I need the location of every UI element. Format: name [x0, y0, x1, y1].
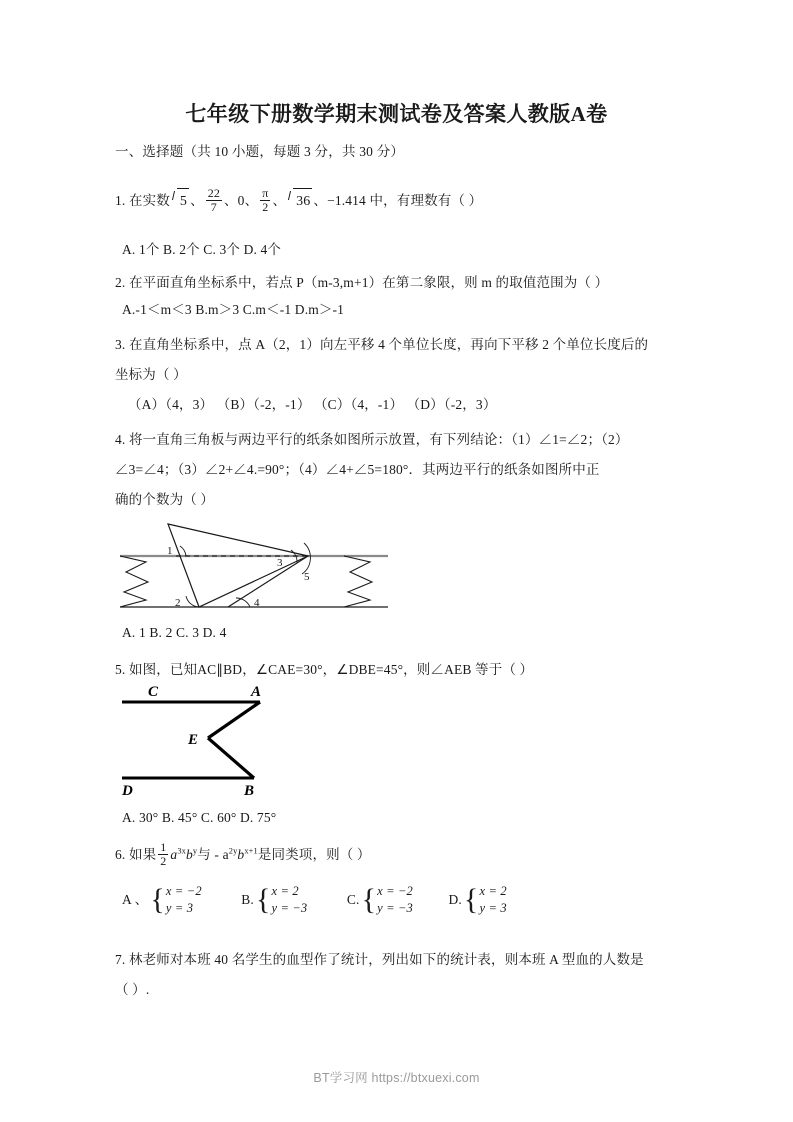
question-6-stem: [115, 840, 685, 870]
system-a-x: x = −2: [165, 884, 202, 898]
system-d-x: x = 2: [479, 884, 507, 898]
question-6-suffix: 是同类项，则（ ）: [257, 847, 371, 862]
question-6-option-c[interactable]: [347, 884, 415, 918]
term-c-exponent: 2y: [228, 846, 238, 856]
system-c-y: y = −3: [377, 901, 413, 915]
figure-label-b: B: [244, 783, 255, 799]
system-c-x: x = −2: [377, 884, 413, 898]
term-d-exponent: x+1: [244, 846, 258, 856]
segment-ae: [208, 702, 260, 738]
sqrt-36: 36: [287, 187, 312, 217]
question-1-suffix: 中，有理数有（ ）: [369, 193, 483, 208]
term-b-exponent: y: [192, 846, 198, 856]
question-6-mid: 与 - a: [197, 847, 229, 862]
system-a: { x = −2 y = 3: [150, 883, 202, 917]
question-3-options[interactable]: （A）（4，3） （B）（-2，-1） （C）（4，-1） （D）（-2，3）: [128, 397, 497, 412]
transversal-ray: [228, 556, 308, 607]
fraction-1-2: $\frac{1}{2}$: [160, 840, 167, 869]
figure-label-4: 4: [254, 597, 260, 609]
question-6-option-d[interactable]: [448, 884, 508, 918]
question-6-prefix: 6. 如果: [115, 847, 157, 862]
question-7-stem-line2: （ ）.: [115, 982, 150, 997]
figure-label-d: D: [122, 783, 133, 799]
question-5-stem: 5. 如图，已知AC∥BD，∠CAE=30°，∠DBE=45°，则∠AEB 等于（ ）: [115, 662, 534, 677]
question-6-option-b-label: B.: [241, 892, 254, 908]
question-4-figure: [118, 514, 388, 619]
question-7-stem-line1: 7. 林老师对本班 40 名学生的血型作了统计，列出如下的统计表，则本班 A 型血的人数是: [115, 952, 644, 967]
question-6-options[interactable]: [122, 884, 509, 918]
question-6-option-a[interactable]: [122, 884, 204, 918]
page-title: 七年级下册数学期末测试卷及答案人教版A卷: [185, 102, 608, 126]
question-4-stem-line2: ∠3=∠4；（3）∠2+∠4.=90°；（4）∠4+∠5=180°．其两边平行的纸条如图所中正: [115, 462, 600, 477]
figure-label-1: 1: [167, 545, 173, 557]
segment-eb: [208, 738, 254, 778]
page-footer: BT学习网 https://btxuexi.com: [313, 1071, 480, 1085]
fraction-pi-2: $\frac{\pi}{2}$: [262, 186, 269, 215]
question-4-figure-svg: [118, 514, 388, 619]
figure-label-5: 5: [304, 571, 310, 583]
question-2-options[interactable]: A.-1＜m＜3 B.m＞3 C.m＜-1 D.m＞-1: [122, 302, 345, 317]
system-d-y: y = 3: [479, 901, 507, 915]
question-4-options[interactable]: A. 1 B. 2 C. 3 D. 4: [122, 625, 227, 640]
figure-label-c: C: [148, 684, 159, 700]
fraction-22-7: $\frac{22}{7}$: [207, 186, 221, 215]
question-5-figure-svg: [118, 682, 288, 800]
question-1-prefix: 1. 在实数: [115, 193, 170, 208]
term-a: a: [170, 847, 178, 862]
term-b: b: [185, 847, 193, 862]
question-3-stem-line1: 3. 在直角坐标系中，点 A（2，1）向左平移 4 个单位长度，再向下平移 2 个单位长度后的: [115, 337, 649, 352]
question-2-stem: 2. 在平面直角坐标系中，若点 P（m-3,m+1）在第二象限，则 m 的取值范围为（ ）: [115, 275, 609, 290]
angle-arc-4: [236, 598, 250, 607]
system-b-x: x = 2: [271, 884, 299, 898]
figure-label-a: A: [251, 684, 262, 700]
question-6-option-c-label: C.: [346, 892, 360, 908]
question-5-figure: [118, 682, 288, 800]
figure-label-3: 3: [277, 557, 283, 569]
question-6-option-d-label: D.: [448, 892, 462, 908]
question-3-stem-line2: 坐标为（ ）: [115, 367, 187, 382]
question-1-stem: 1. 在实数 5 、 $\frac{22}{7}$ 、0、 $\frac{\pi}{2}$ 、 36 、−1.414 中，有理数有（ ）: [115, 186, 685, 217]
question-4-stem-line3: 确的个数为（ ）: [115, 492, 215, 507]
question-6-option-a-label: A 、: [122, 892, 149, 908]
system-c: { x = −2 y = −3: [361, 883, 413, 917]
system-d: { x = 2 y = 3: [463, 883, 507, 917]
figure-label-2: 2: [175, 597, 181, 609]
figure-label-e: E: [188, 732, 199, 748]
system-a-y: y = 3: [165, 901, 194, 915]
question-5-options[interactable]: A. 30° B. 45° C. 60° D. 75°: [122, 810, 277, 825]
angle-arc-1: [180, 546, 186, 556]
system-b: { x = 2 y = −3: [255, 883, 308, 917]
question-1-options[interactable]: A. 1个 B. 2个 C. 3个 D. 4个: [122, 242, 282, 257]
question-6-option-b[interactable]: [241, 884, 309, 918]
strip-left-torn-edge: [120, 556, 148, 607]
section-heading: 一、选择题（共 10 小题，每题 3 分，共 30 分）: [115, 144, 405, 159]
sqrt-5: 5: [171, 187, 189, 217]
term-a-exponent: 3x: [177, 846, 186, 856]
triangle-outline: [168, 524, 308, 607]
strip-right-torn-edge: [344, 556, 372, 607]
question-4-stem-line1: 4. 将一直角三角板与两边平行的纸条如图所示放置，有下列结论：（1）∠1=∠2；（2）: [115, 432, 629, 447]
system-b-y: y = −3: [271, 901, 308, 915]
term-d: b: [237, 847, 245, 862]
